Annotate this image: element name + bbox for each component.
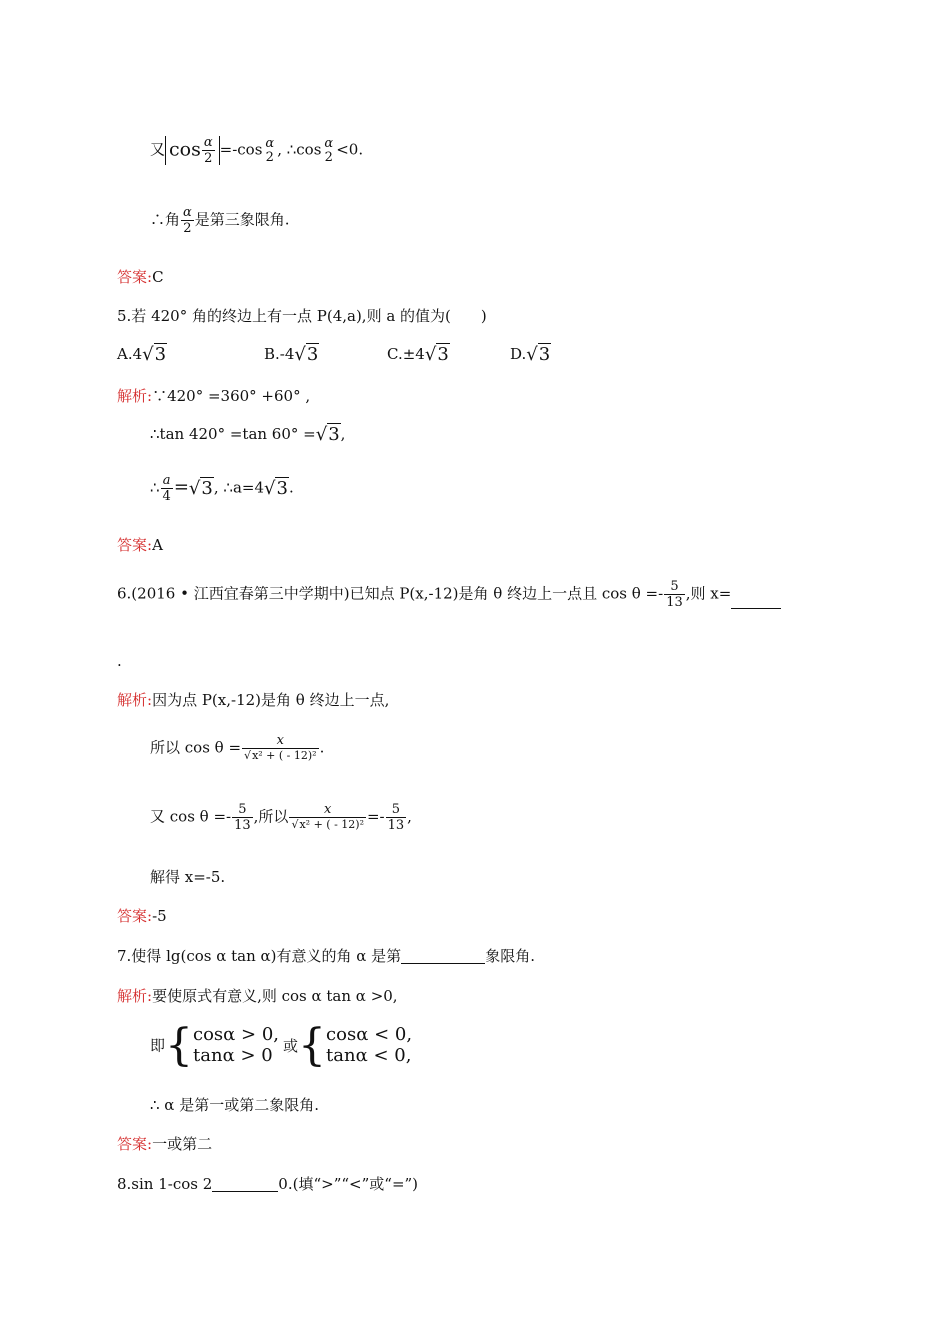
num: x [276,733,284,748]
q4-answer [117,270,164,285]
text: 即 [150,1036,166,1055]
system-2 [326,1025,412,1066]
text: = [173,476,189,498]
answer-value: C [152,268,164,286]
frac-alpha-2b [263,137,276,165]
brace-icon: { [165,1020,194,1071]
q5-solution-3 [150,474,294,503]
sqrt: √3 [424,344,449,365]
text: 或 [283,1036,299,1055]
sqrt: √3 [264,477,288,499]
sqrt: √3 [315,424,340,445]
den: 2 [265,150,274,166]
radicand: 3 [154,344,167,365]
q5-option-c [387,346,450,364]
frac-alpha-2 [181,206,194,235]
text: ,则 x= [685,584,732,603]
text: , [340,425,346,443]
text: ∴角 [150,210,181,229]
answer-value: A [152,536,163,554]
option-label: D. [510,345,527,363]
q6-solution-3 [150,803,412,832]
num: α [324,135,334,151]
solution-label: 解析: [117,987,153,1005]
text: 要使原式有意义,则 cos α tan α >0, [152,987,398,1005]
solution-label: 解析: [117,387,153,405]
num: α [183,205,192,220]
num: 5 [238,802,247,817]
radicand: x² + ( - 12)² [299,817,364,831]
q5-solution-1 [117,389,310,404]
text: ∴ [150,478,160,497]
q6-solution-4: 解得 x=-5. [150,868,226,886]
radicand: 3 [276,477,288,499]
den: 13 [387,817,405,833]
den [242,748,319,764]
sqrt: √3 [142,344,167,365]
text: . [288,478,294,497]
den [289,817,366,833]
text: ∴tan 420° =tan 60° = [150,425,316,443]
q5-solution-2 [150,426,345,444]
frac-a-4 [161,474,173,503]
sys-line: tanα > 0 [193,1045,273,1066]
radicand: 3 [201,477,213,499]
den: 13 [666,594,683,610]
radicand: 3 [538,344,551,365]
num: x [324,802,332,817]
q6-question [117,580,781,609]
den: 13 [234,817,251,833]
option-label: C.±4 [387,345,425,363]
text: 又 cos θ =- [150,807,232,826]
q6-dot: . [117,652,122,670]
text: 0.(填“>”“<”或“=”) [278,1175,419,1193]
radicand: 3 [437,344,449,365]
q5-option-a [117,346,167,364]
num: α [203,135,213,150]
eq-text: =-cos [219,140,263,159]
text: , ∴a=4 [213,478,264,497]
sqrt: √3 [526,344,551,365]
sqrt: √3 [188,477,213,499]
answer-blank[interactable] [401,949,485,964]
lt0-text: <0. [336,140,364,159]
frac-5-13b [386,803,407,832]
answer-value: 一或第二 [152,1135,213,1153]
den: 2 [181,220,194,236]
q7-solution-1 [117,989,398,1004]
answer-label: 答案: [117,1135,153,1153]
text: , [407,807,412,826]
text: . [319,738,325,757]
q5-answer [117,538,163,553]
den: 4 [162,488,171,504]
text: 7.使得 lg(cos α tan α)有意义的角 α 是第 [117,947,402,965]
option-label: A.4 [117,345,143,363]
num: α [265,135,275,151]
q4-line1 [150,136,363,165]
answer-blank[interactable] [731,594,781,609]
sys-line: tanα < 0, [326,1045,412,1066]
sqrt: √x² + ( - 12)² [244,748,317,762]
q6-answer [117,909,167,924]
abs-value [165,136,220,165]
text: 象限角. [485,947,535,965]
q6-solution-2 [150,734,324,763]
frac-alpha-2c [322,137,335,165]
system-1 [193,1025,279,1066]
frac-x-sqrt [289,803,366,832]
radicand: x² + ( - 12)² [252,748,317,762]
text: 是第三象限角. [194,210,290,229]
q7-question [117,949,535,964]
text: 所以 cos θ = [150,738,242,757]
text: ,所以 [253,807,289,826]
text-you: 又 [150,140,166,159]
q6-solution-1 [117,693,389,708]
sqrt: √3 [294,344,319,365]
radicand: 3 [328,424,340,445]
q5-option-b [264,346,319,364]
sys-line: cosα > 0, [193,1024,280,1046]
therefore-text: , ∴cos [277,140,322,159]
num: 5 [391,802,401,817]
answer-blank[interactable] [212,1177,278,1192]
den: 2 [202,150,215,166]
answer-value: -5 [152,907,167,925]
q8-question [117,1177,418,1192]
answer-label: 答案: [117,907,153,925]
q7-solution-2 [150,1020,413,1071]
q7-answer [117,1137,212,1152]
cos-text: cos [169,138,201,161]
brace-icon: { [298,1020,327,1071]
frac-cos-theta [242,734,319,763]
q5-option-d [510,346,551,364]
num: 5 [670,579,679,594]
num: a [162,473,171,488]
den: 2 [324,150,333,166]
frac-5-13 [664,580,685,609]
sqrt: √x² + ( - 12)² [291,817,364,831]
option-label: B.-4 [264,345,295,363]
frac-5-13 [232,803,253,832]
text: 6.(2016 • 江西宜春第三中学期中)已知点 P(x,-12)是角 θ 终边上一点且 cos θ =- [117,584,664,603]
text: 因为点 P(x,-12)是角 θ 终边上一点, [152,691,390,709]
text: =- [366,807,385,826]
answer-label: 答案: [117,268,153,286]
text: 8.sin 1-cos 2 [117,1175,213,1193]
radicand: 3 [306,344,319,365]
text: ∵420° =360° +60° , [152,387,311,405]
solution-label: 解析: [117,691,153,709]
frac-alpha-2 [202,136,215,165]
q7-solution-3: ∴ α 是第一或第二象限角. [150,1096,319,1114]
sys-line: cosα < 0, [326,1024,413,1046]
q4-line2 [150,206,290,235]
answer-label: 答案: [117,536,153,554]
q5-question: 5.若 420° 角的终边上有一点 P(4,a),则 a 的值为( ) [117,307,487,325]
